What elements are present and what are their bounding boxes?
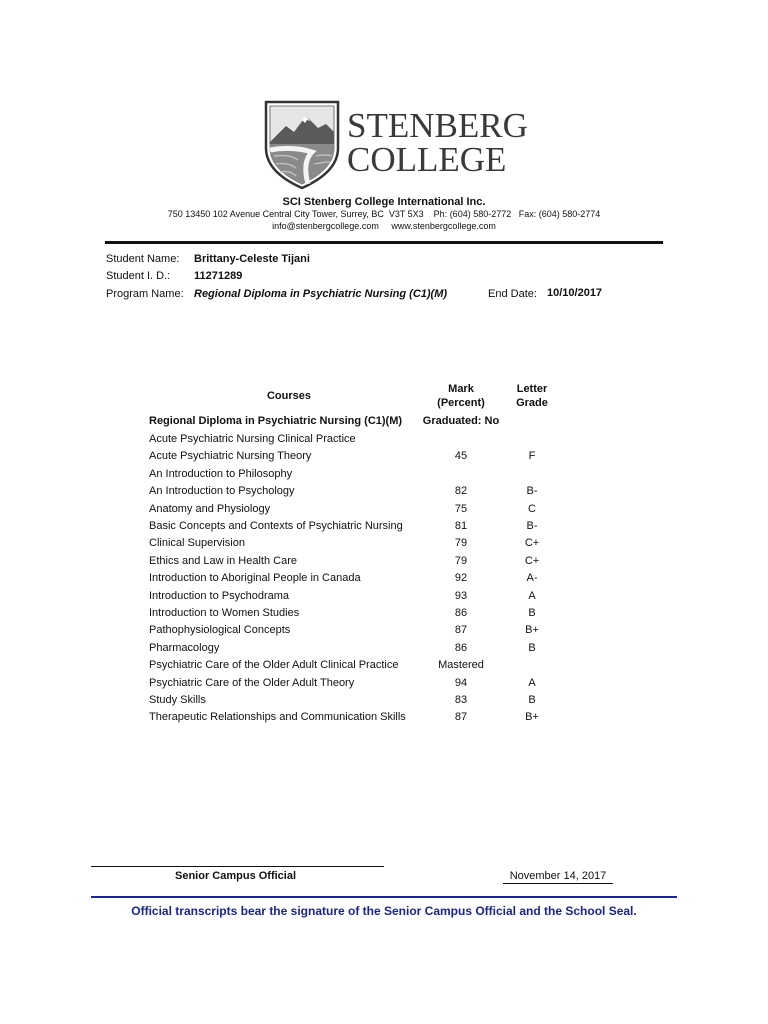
table-row <box>149 588 569 605</box>
senior-campus-official-label: Senior Campus Official <box>175 870 297 882</box>
course-mark: 81 <box>454 520 468 532</box>
column-header-mark <box>414 382 508 410</box>
course-name: Basic Concepts and Contexts of Psychiatric Nursing <box>149 520 403 532</box>
header-divider <box>105 241 663 244</box>
course-letter-grade: C+ <box>524 555 540 567</box>
column-header-grade-line1: Letter <box>516 383 548 395</box>
course-letter-grade: B <box>528 642 536 654</box>
course-letter-grade: B <box>528 607 536 619</box>
student-name-value: Brittany-Celeste Tijani <box>194 253 310 265</box>
signature-date: November 14, 2017 <box>503 870 613 884</box>
course-letter-grade: B+ <box>525 624 539 636</box>
course-letter-grade: A- <box>526 572 538 584</box>
official-transcript-notice: Official transcripts bear the signature of the Senior Campus Official and the School Seal. <box>131 904 637 918</box>
program-row-name: Regional Diploma in Psychiatric Nursing (C1)(M) <box>149 415 403 427</box>
college-shield-icon <box>262 98 342 190</box>
course-letter-grade: B <box>528 694 536 706</box>
course-mark: 87 <box>454 711 468 723</box>
course-name: Introduction to Psychodrama <box>149 590 290 602</box>
course-letter-grade: B+ <box>525 711 539 723</box>
course-letter-grade: B- <box>526 520 538 532</box>
column-header-grade-line2: Grade <box>516 397 548 409</box>
column-header-courses: Courses <box>266 390 312 402</box>
course-name: Ethics and Law in Health Care <box>149 555 297 567</box>
program-name-label: Program Name: <box>106 288 184 300</box>
course-name: Clinical Supervision <box>149 537 245 549</box>
table-row <box>149 622 569 639</box>
table-row <box>149 501 569 518</box>
course-name: Introduction to Women Studies <box>149 607 300 619</box>
course-mark: 79 <box>454 537 468 549</box>
course-mark: 87 <box>454 624 468 636</box>
student-id-label: Student I. D.: <box>106 270 171 282</box>
table-row <box>149 692 569 709</box>
course-name: Acute Psychiatric Nursing Theory <box>149 450 312 462</box>
graduated-status: Graduated: No <box>422 415 500 427</box>
footer-divider <box>91 896 677 898</box>
course-mark: 86 <box>454 607 468 619</box>
course-name: Psychiatric Care of the Older Adult Clinical Practice <box>149 659 399 671</box>
table-row <box>149 605 569 622</box>
college-name: SCI Stenberg College International Inc. <box>282 196 486 208</box>
course-letter-grade: B- <box>526 485 538 497</box>
course-name: Anatomy and Physiology <box>149 503 271 515</box>
college-contact: info@stenbergcollege.com www.stenbergcollege.com <box>272 221 496 231</box>
table-row <box>149 553 569 570</box>
table-row <box>149 448 569 465</box>
course-mark: 45 <box>454 450 468 462</box>
course-mark: 86 <box>454 642 468 654</box>
college-logo <box>262 98 342 190</box>
course-mark: Mastered <box>438 659 484 671</box>
table-row <box>149 535 569 552</box>
table-row <box>149 709 569 726</box>
course-mark: 82 <box>454 485 468 497</box>
course-mark: 79 <box>454 555 468 567</box>
course-name: Psychiatric Care of the Older Adult Theory <box>149 677 355 689</box>
course-name: Introduction to Aboriginal People in Canada <box>149 572 361 584</box>
course-name: An Introduction to Philosophy <box>149 468 293 480</box>
program-name-value: Regional Diploma in Psychiatric Nursing (C1)(M) <box>194 288 448 300</box>
course-mark: 92 <box>454 572 468 584</box>
table-row <box>149 466 569 483</box>
course-letter-grade: F <box>528 450 536 462</box>
course-mark: 93 <box>454 590 468 602</box>
end-date-label: End Date: <box>488 288 537 300</box>
course-name: Therapeutic Relationships and Communication Skills <box>149 711 406 723</box>
logo-line-stenberg: STENBERG <box>347 106 528 145</box>
end-date-value: 10/10/2017 <box>547 287 603 299</box>
table-row <box>149 657 569 674</box>
column-header-grade <box>502 382 562 410</box>
student-name-label: Student Name: <box>106 253 180 265</box>
course-name: Study Skills <box>149 694 206 706</box>
course-letter-grade: C+ <box>524 537 540 549</box>
table-row <box>149 431 569 448</box>
course-letter-grade: A <box>528 590 536 602</box>
course-name: Pathophysiological Concepts <box>149 624 291 636</box>
column-header-mark-line1: Mark <box>448 383 474 395</box>
table-row <box>149 518 569 535</box>
student-id-value: 11271289 <box>194 270 243 282</box>
college-address: 750 13450 102 Avenue Central City Tower, Surrey, BC V3T 5X3 Ph: (604) 580-2772 Fax: (604) 580-2774 <box>167 209 601 219</box>
logo-line-college: COLLEGE <box>347 140 507 179</box>
course-mark: 75 <box>454 503 468 515</box>
course-name: An Introduction to Psychology <box>149 485 295 497</box>
course-mark: 94 <box>454 677 468 689</box>
course-mark: 83 <box>454 694 468 706</box>
course-name: Pharmacology <box>149 642 220 654</box>
table-row <box>149 640 569 657</box>
column-header-mark-line2: (Percent) <box>437 397 485 409</box>
program-row <box>149 413 569 430</box>
course-letter-grade: A <box>528 677 536 689</box>
table-row <box>149 570 569 587</box>
table-row <box>149 483 569 500</box>
course-letter-grade: C <box>528 503 536 515</box>
table-row <box>149 675 569 692</box>
course-name: Acute Psychiatric Nursing Clinical Practice <box>149 433 356 445</box>
signature-line <box>91 866 384 867</box>
